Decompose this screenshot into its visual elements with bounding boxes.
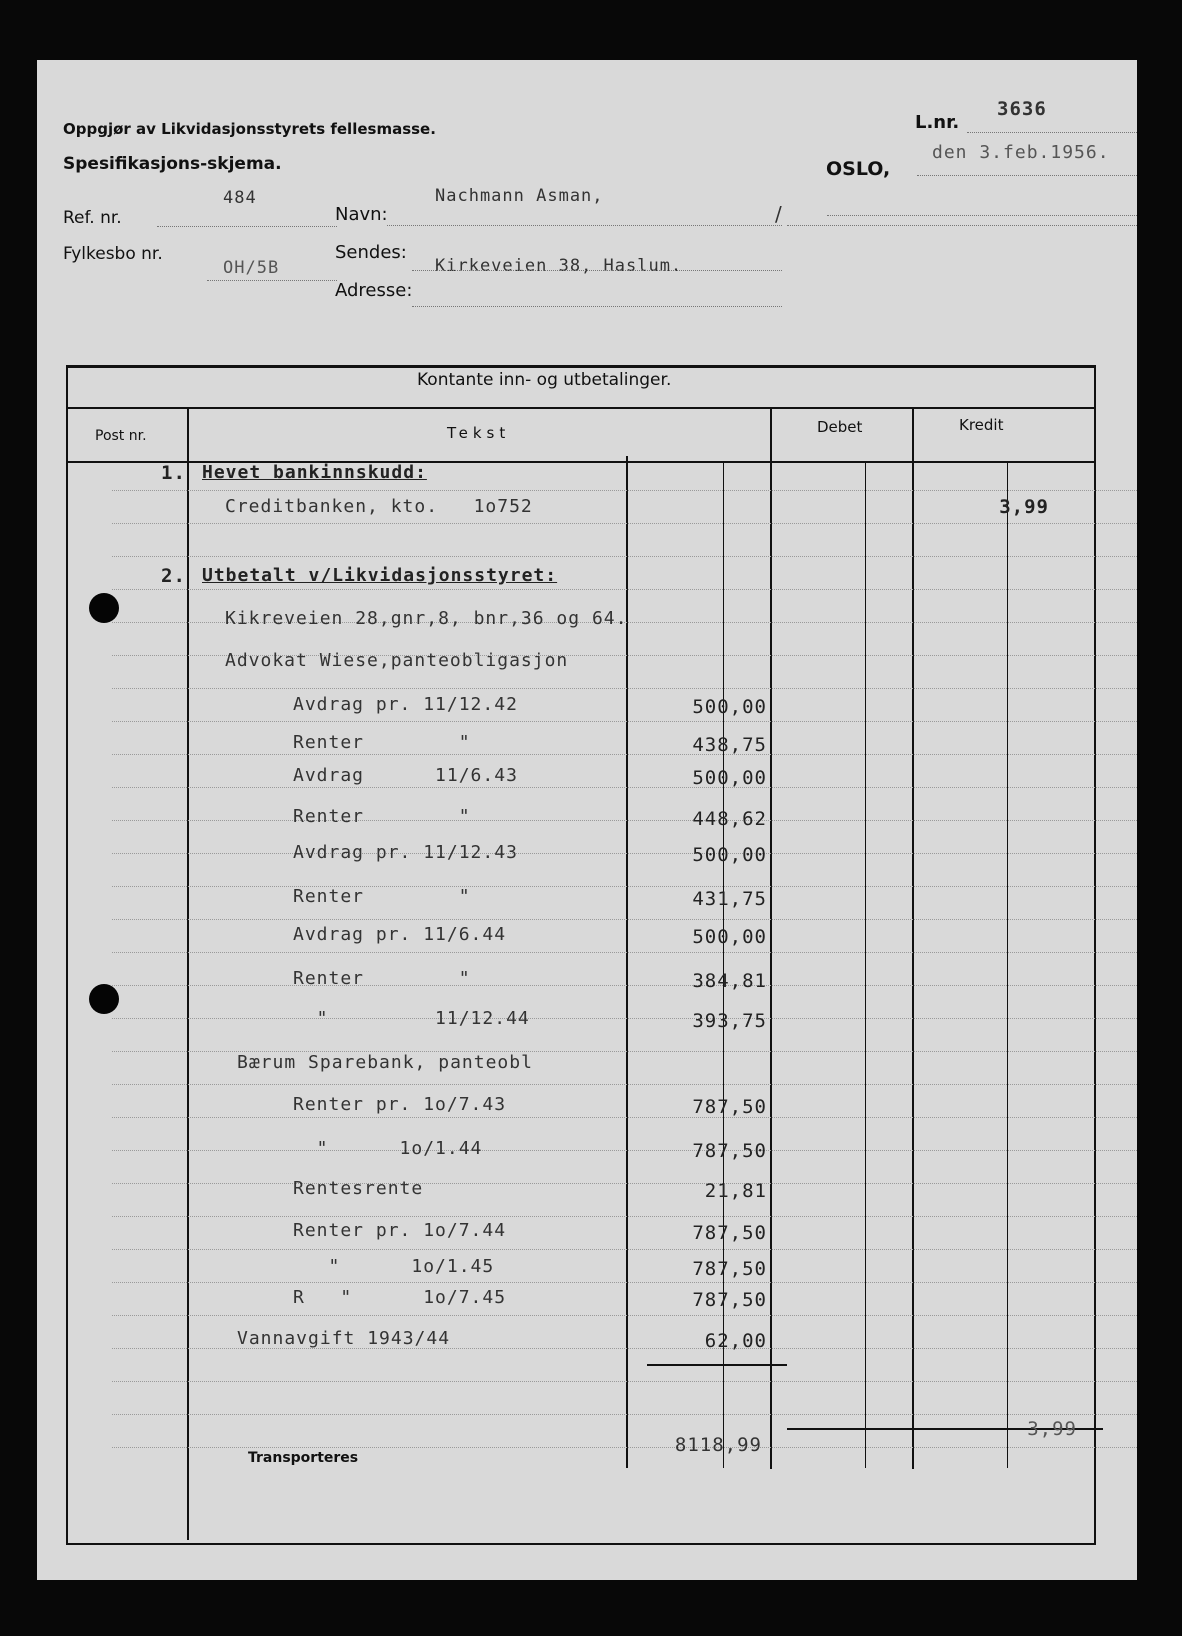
col-kredit-header: Kredit: [959, 416, 1004, 434]
entry-text: Advokat Wiese,panteobligasjon: [225, 650, 569, 671]
ruled-line: [112, 1282, 1137, 1283]
col-post-header: Post nr.: [95, 428, 147, 444]
adresse-label: Adresse:: [335, 280, 413, 301]
ruled-line: [112, 688, 1137, 689]
entry-amount: 787,50: [692, 1140, 767, 1162]
post-number: 1.: [161, 462, 186, 484]
ruled-line: [112, 952, 1137, 953]
ruled-line: [112, 820, 1137, 821]
document-sheet: [37, 60, 1137, 1580]
ruled-line: [112, 754, 1137, 755]
ruled-line: [112, 1150, 1137, 1151]
entry-amount: 500,00: [692, 767, 767, 789]
ruled-line: [112, 985, 1137, 986]
entry-text: Kikreveien 28,gnr,8, bnr,36 og 64.: [225, 608, 628, 629]
punch-hole-top: [89, 593, 119, 623]
entry-text: " 1o/1.45: [293, 1256, 495, 1277]
ruled-line: [112, 1018, 1137, 1019]
tekst-right-line: [770, 407, 772, 1469]
date-line: [917, 175, 1137, 176]
entry-text: Avdrag pr. 11/12.42: [293, 694, 518, 715]
entry-text: Bærum Sparebank, panteobl: [237, 1052, 533, 1073]
ruled-line: [112, 1381, 1137, 1382]
sendes-label: Sendes:: [335, 242, 407, 263]
punch-hole-bottom: [89, 984, 119, 1014]
lnr-value: 3636: [997, 98, 1047, 120]
post-column-line: [187, 407, 189, 1540]
ruled-line: [112, 1315, 1137, 1316]
entry-amount: 438,75: [692, 734, 767, 756]
entry-text: " 1o/1.44: [293, 1138, 483, 1159]
entry-amount: 500,00: [692, 696, 767, 718]
entry-amount: 500,00: [692, 926, 767, 948]
debet-right-line: [912, 407, 914, 1469]
ruled-line: [112, 523, 1137, 524]
ref-value: 484: [223, 188, 257, 208]
total-kredit: 3,99: [1027, 1418, 1077, 1440]
entry-amount: 62,00: [704, 1330, 767, 1352]
ruled-line: [112, 1183, 1137, 1184]
entry-amount: 431,75: [692, 888, 767, 910]
form-subtitle: Spesifikasjons-skjema.: [63, 154, 282, 174]
entry-text: Creditbanken, kto. 1o752: [225, 496, 533, 517]
total-amount: 8118,99: [674, 1434, 762, 1456]
ref-label: Ref. nr.: [63, 208, 122, 228]
amount-decimal-line: [723, 461, 724, 1468]
navn-value: Nachmann Asman,: [435, 186, 604, 206]
post-number: 2.: [161, 565, 186, 587]
transporteres-label: Transporteres: [248, 1450, 359, 1466]
entry-amount: 787,50: [692, 1289, 767, 1311]
date-line-2: [827, 215, 1137, 216]
ruled-line: [112, 1414, 1137, 1415]
adresse-value: Kirkeveien 38, Haslum.: [435, 256, 683, 276]
entry-amount: 787,50: [692, 1096, 767, 1118]
ruled-line: [112, 721, 1137, 722]
oslo-label: OSLO,: [826, 158, 891, 180]
entry-text: Renter ": [293, 968, 471, 989]
entry-amount: 393,75: [692, 1010, 767, 1032]
fylkesbo-value: OH/5B: [223, 258, 280, 278]
entry-amount: 448,62: [692, 808, 767, 830]
ruled-line: [112, 787, 1137, 788]
entry-amount: 500,00: [692, 844, 767, 866]
subtotal-line: [647, 1364, 787, 1366]
entry-text: R " 1o/7.45: [293, 1287, 507, 1308]
fylkesbo-line: [207, 280, 337, 281]
ruled-line: [112, 1447, 1137, 1448]
entry-text: Renter pr. 1o/7.44: [293, 1220, 507, 1241]
ruled-line: [112, 853, 1137, 854]
lnr-line: [967, 132, 1137, 133]
entry-text: Utbetalt v/Likvidasjonsstyret:: [202, 565, 558, 586]
debet-decimal-line: [865, 461, 866, 1468]
ref-line: [157, 226, 337, 227]
entry-text: Avdrag pr. 11/6.44: [293, 924, 507, 945]
navn-line-right: [787, 225, 1137, 226]
entry-amount: 384,81: [692, 970, 767, 992]
date-value: den 3.feb.1956.: [932, 142, 1110, 163]
ruled-line: [112, 1084, 1137, 1085]
entry-amount: 787,50: [692, 1222, 767, 1244]
col-tekst-header: Tekst: [447, 424, 511, 442]
table-title: Kontante inn- og utbetalinger.: [417, 370, 672, 390]
ruled-line: [112, 919, 1137, 920]
entry-text: Avdrag 11/6.43: [293, 765, 518, 786]
col-debet-header: Debet: [817, 418, 863, 436]
navn-slash: /: [775, 202, 782, 226]
entry-amount: 787,50: [692, 1258, 767, 1280]
lnr-label: L.nr.: [915, 112, 960, 133]
entry-text: Renter ": [293, 732, 471, 753]
ruled-line: [112, 1117, 1137, 1118]
adresse-line: [412, 306, 782, 307]
entry-amount: 21,81: [704, 1180, 767, 1202]
entry-kredit: 3,99: [999, 496, 1049, 518]
kredit-decimal-line: [1007, 461, 1008, 1468]
title-bottom-line: [68, 407, 1094, 409]
ruled-line: [112, 1216, 1137, 1217]
entry-text: Rentesrente: [293, 1178, 424, 1199]
ruled-line: [112, 490, 1137, 491]
ruled-line: [112, 556, 1137, 557]
sendes-line: [412, 270, 782, 271]
entry-text: Renter pr. 1o/7.43: [293, 1094, 507, 1115]
navn-label: Navn:: [335, 204, 388, 225]
navn-line: [387, 225, 782, 226]
entry-text: Renter ": [293, 886, 471, 907]
entry-text: Vannavgift 1943/44: [237, 1328, 451, 1349]
entry-text: " 11/12.44: [293, 1008, 530, 1029]
entry-text: Hevet bankinnskudd:: [202, 462, 427, 483]
ruled-line: [112, 1249, 1137, 1250]
fylkesbo-label: Fylkesbo nr.: [63, 244, 163, 264]
ruled-line: [112, 589, 1137, 590]
ruled-line: [112, 886, 1137, 887]
entry-text: Avdrag pr. 11/12.43: [293, 842, 518, 863]
table-frame: [66, 365, 1096, 1545]
form-title: Oppgjør av Likvidasjonsstyrets fellesmasse.: [63, 120, 436, 138]
entry-text: Renter ": [293, 806, 471, 827]
